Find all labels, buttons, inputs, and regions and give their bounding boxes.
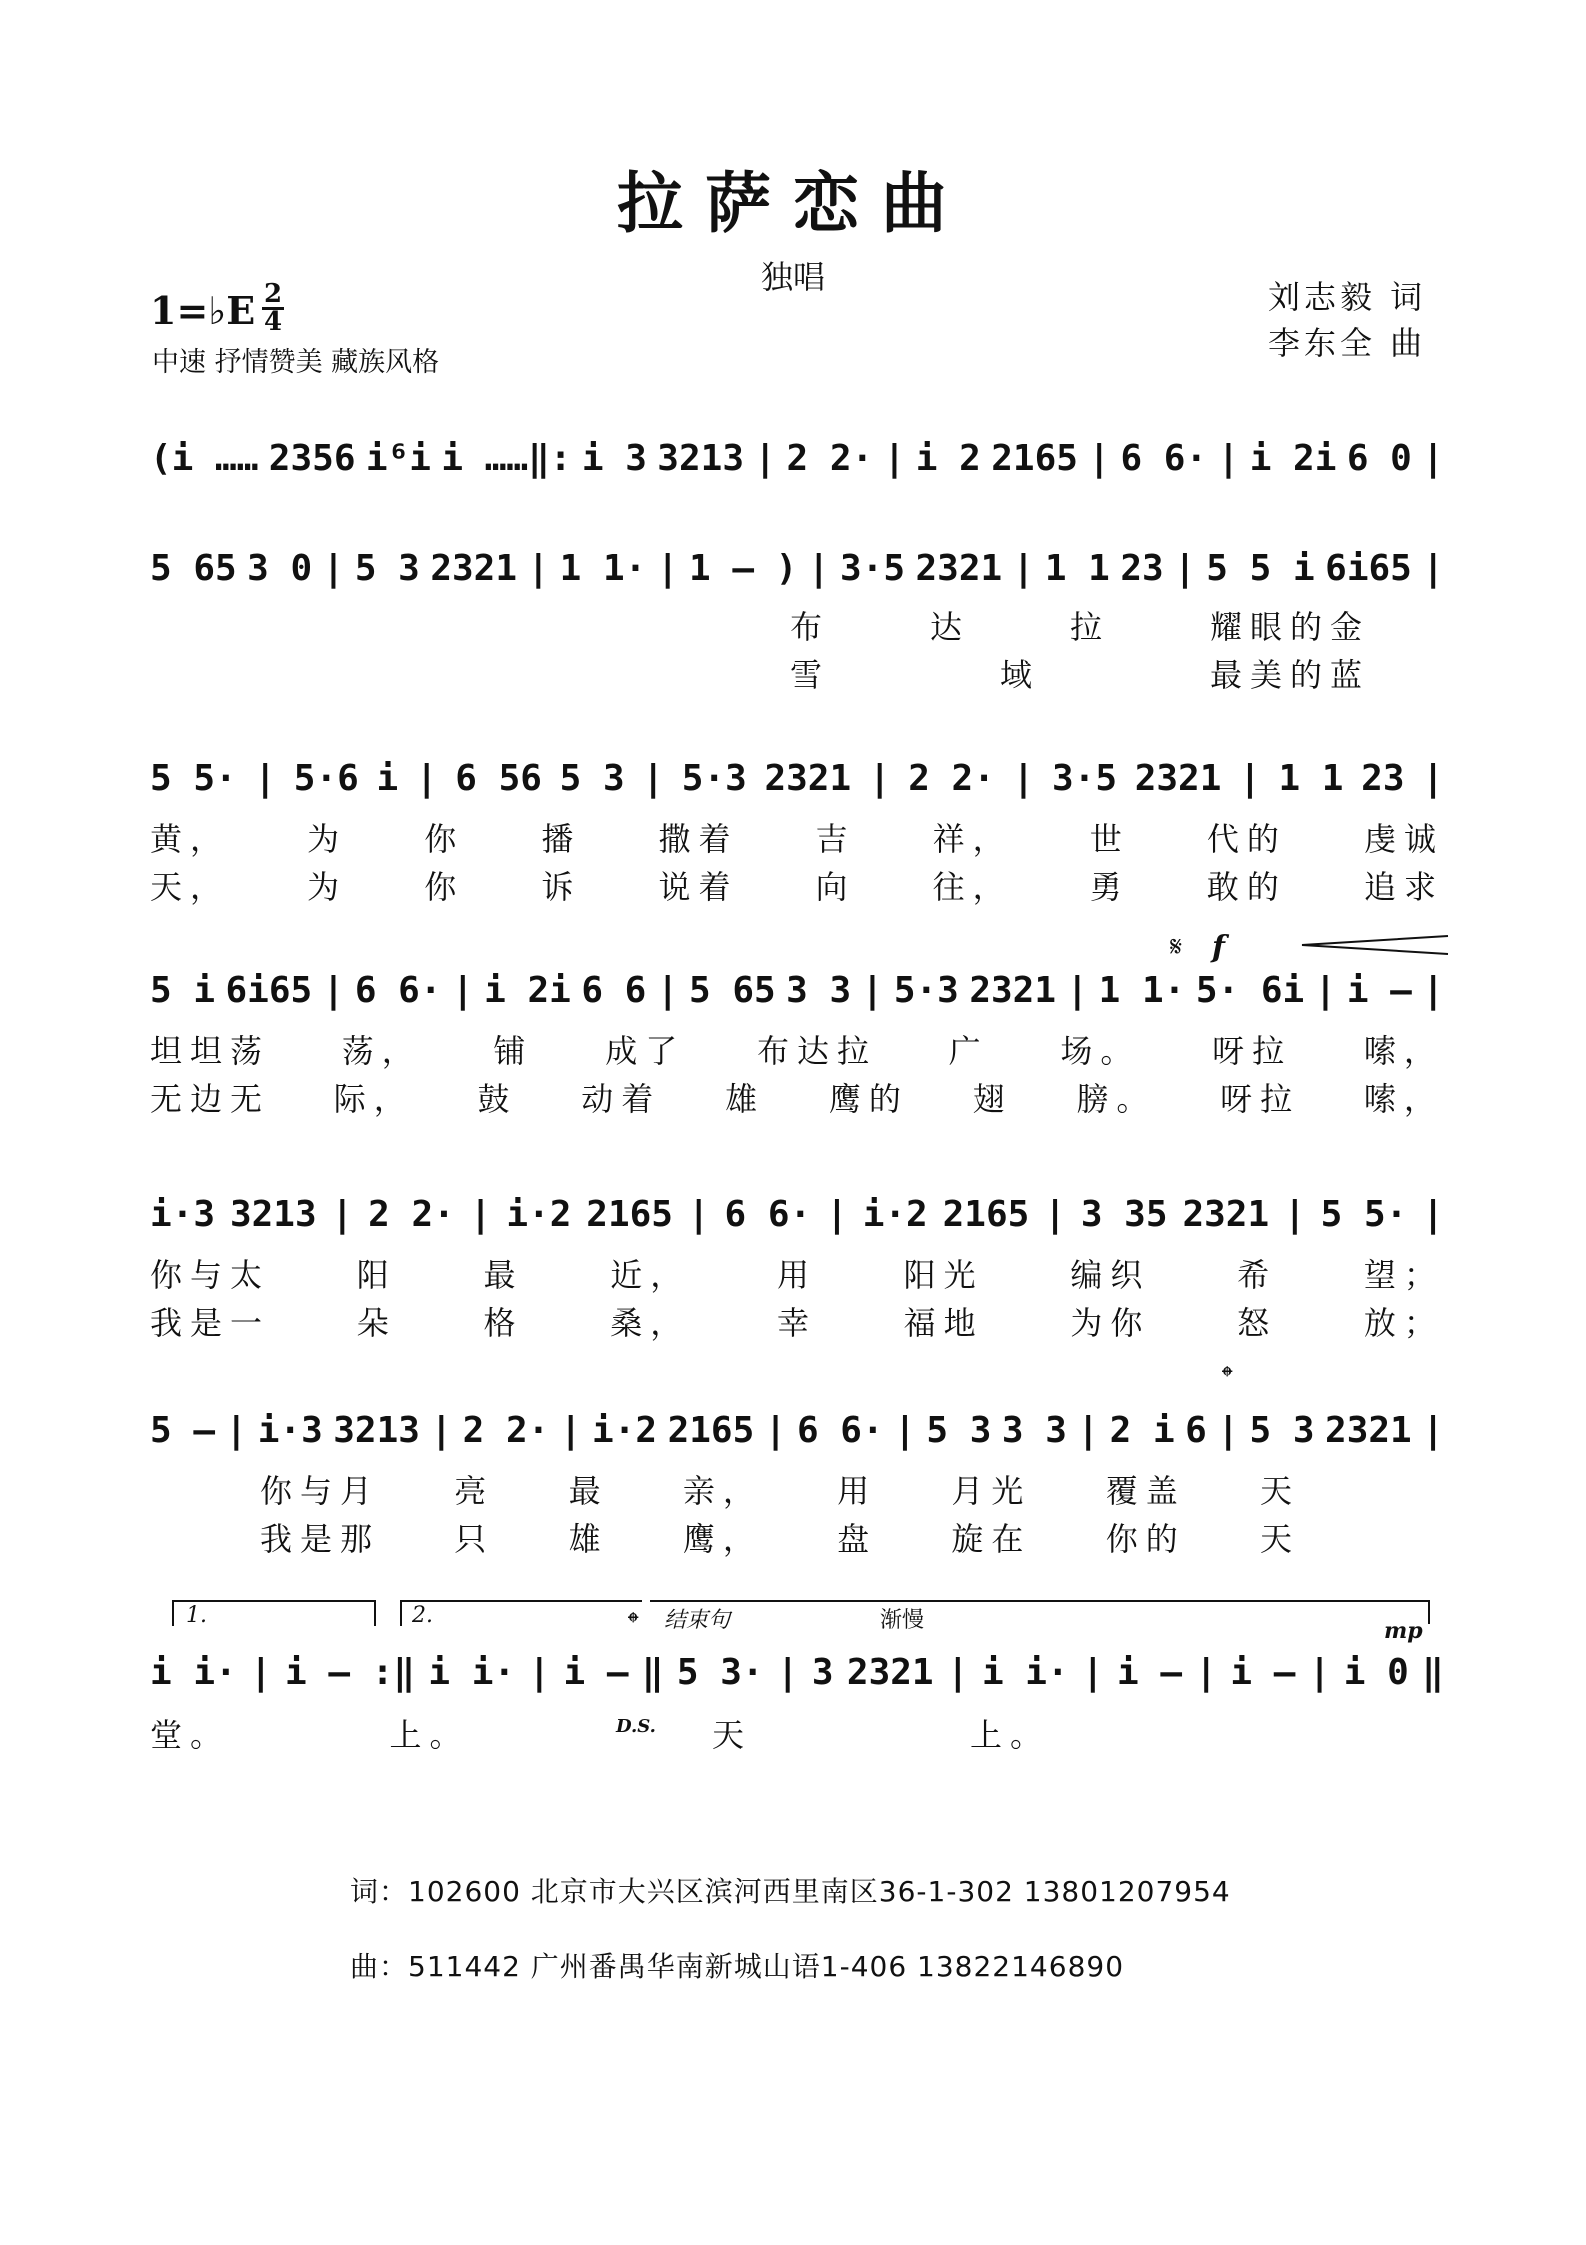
note-group: 2 2· [908,758,995,799]
note-group: 5 – [150,1410,216,1451]
note-group: 5 3 [559,758,625,799]
lyricist-address: 词：102600 北京市大兴区滨河西里南区36-1-302 13801207954 [350,1875,1231,1908]
barline: | [1077,1410,1100,1451]
note-group: 2165 [667,1410,755,1451]
note-group: 5·6 [293,758,359,799]
lyric-word: 为 [307,820,348,858]
barline: | [430,1410,453,1451]
barline: | [826,1194,848,1235]
lyric-word: 呀拉 [1220,1080,1301,1118]
lyric-word: 说着 [658,868,739,906]
note-group: 5 3· [676,1652,764,1693]
barline: | [656,548,679,589]
lyric-word: 阳光 [903,1256,984,1294]
lyric-line-7 [150,1710,1050,1756]
note-group: 2321 [846,1652,934,1693]
note-group: 1 1 [1278,758,1344,799]
barline: | [1422,1194,1444,1235]
note-group: i⁶i [365,438,431,479]
note-group: 2 i [1109,1410,1175,1451]
note-group: 5· 6i [1195,970,1305,1011]
key-signature: 1=♭E [150,288,256,333]
lyric-word: 为你 [1070,1304,1151,1342]
barline: | [946,1652,969,1693]
note-group: i·3 [257,1410,323,1451]
note-group: 3 0 [247,548,313,589]
lyric-word: 亮 [454,1472,495,1510]
lyric-word: 亲， [682,1472,763,1510]
lyric-word: 祥， [932,820,1013,858]
barline: | [642,758,665,799]
note-group: 6i65 [225,970,313,1011]
note-group: 2165 [586,1194,673,1235]
lyric-word: 播 [541,820,582,858]
lyric-word: 用 [776,1256,817,1294]
composer-credit: 李东全 曲 [1268,324,1427,362]
lyric-word: 膀。 [1076,1080,1157,1118]
note-group: i 2 [915,438,981,479]
second-ending-label: 2. [412,1603,433,1628]
note-group: 2321 [969,970,1057,1011]
ritardando-label: 渐慢 [880,1608,925,1633]
barline: | [469,1194,492,1235]
barline: | [322,548,345,589]
lyric-word: 雄 [725,1080,766,1118]
barline: | [1081,1652,1104,1693]
barline: | [1422,970,1444,1011]
note-group: 3 35 [1080,1194,1168,1235]
lyric-word: 望； [1363,1256,1444,1294]
ending-phrase-bracket [650,1600,1430,1624]
lyric-word: 你 [424,820,465,858]
barline: | [883,438,906,479]
note-group: i – [1117,1652,1183,1693]
page-title: 拉萨恋曲 [617,164,969,242]
lyric-word: 勇 [1089,868,1130,906]
note-group: (i …… [150,438,259,479]
barline: | [1422,758,1444,799]
lyric-line-5-verse-1 [150,1250,1444,1296]
barline: | [1012,758,1035,799]
coda-sign: 𝄌 [1222,1360,1233,1395]
lyric-word: 最美的蓝 [1209,656,1370,694]
lyric-line-2-verse-1 [790,602,1370,648]
note-group: 5 65 [150,548,237,589]
lyric-word: 撒着 [658,820,739,858]
note-group: 6i65 [1325,548,1412,589]
barline: | [1044,1194,1066,1235]
note-group: 2356 [268,438,356,479]
note-group: 2165 [942,1194,1030,1235]
note-group: i·2 [506,1194,572,1235]
lyricist-credit: 刘志毅 词 [1268,278,1427,316]
lyric-word: 鹰的 [828,1080,909,1118]
second-ending-bracket [400,1600,642,1626]
lyric-word: 域 [999,656,1040,694]
barline: | [1422,1410,1444,1451]
tempo-marking: 中速 抒情赞美 藏族风格 [152,347,440,378]
lyric-word: 编织 [1070,1256,1151,1294]
score-line-1 [150,438,1444,479]
lyric-word: 达 [929,608,970,646]
composer-address: 曲：511442 广州番禺华南新城山语1-406 13822146890 [350,1950,1125,1983]
barline: | [894,1410,916,1451]
barline: | [415,758,438,799]
lyric-word: 天 [712,1716,753,1754]
barline: | [527,548,550,589]
note-group: i 3 [581,438,647,479]
note-group: 1 1 [1044,548,1110,589]
note-group: i [376,758,399,799]
barline: | [559,1410,582,1451]
barline: | [656,970,679,1011]
subtitle: 独唱 [760,258,825,296]
dynamic-forte: f [1212,930,1225,965]
note-group: 5 3 [926,1410,992,1451]
lyric-word: 天 [1259,1520,1300,1558]
lyric-word: 诉 [541,868,582,906]
time-signature [262,279,284,337]
note-group: 3213 [657,438,744,479]
score-line-3 [150,758,1444,799]
note-group: 6 6 [581,970,647,1011]
lyric-word: 拉 [1069,608,1110,646]
note-group: i – [1230,1652,1296,1693]
lyric-word: 你的 [1105,1520,1186,1558]
note-group: 5 5· [1320,1194,1408,1235]
note-group: 6 6· [354,970,442,1011]
lyric-word: 福地 [903,1304,984,1342]
note-group: 3 3 [786,970,852,1011]
note-group: 6 6· [724,1194,812,1235]
lyric-word: 翅 [972,1080,1013,1118]
lyric-word: 场。 [1060,1032,1141,1070]
lyric-word: 盘 [837,1520,878,1558]
lyric-word: 成了 [605,1032,686,1070]
note-group: 6 6· [796,1410,884,1451]
lyric-word: 上。 [389,1716,470,1754]
note-group: 2165 [991,438,1078,479]
lyric-word: 希 [1237,1256,1278,1294]
barline: | [868,758,891,799]
lyric-line-2-verse-2 [790,650,1370,696]
lyric-word: 世 [1089,820,1130,858]
barline: | [1088,438,1111,479]
lyric-word: 鼓 [477,1080,518,1118]
note-group: i – [1346,970,1412,1011]
note-group: 1 – ) [688,548,798,589]
lyric-word: 放； [1363,1304,1444,1342]
lyric-word: 布 [790,608,831,646]
note-group: i ……‖: [441,438,572,479]
lyric-word: 你与太 [150,1256,271,1294]
barline: | [452,970,474,1011]
note-group: 2321 [1182,1194,1270,1235]
barline: | [1308,1652,1331,1693]
note-group: i·2 [592,1410,658,1451]
barline: | [322,970,345,1011]
lyric-line-3-verse-2 [150,862,1444,908]
note-group: 2 2· [368,1194,455,1235]
note-group: 5·3 [893,970,959,1011]
lyric-word: 旋在 [951,1520,1032,1558]
lyric-word: 鹰， [682,1520,763,1558]
barline: | [1174,548,1196,589]
barline: | [687,1194,710,1235]
lyric-word: 你 [424,868,465,906]
barline: | [1314,970,1337,1011]
dal-segno-mark: D.S. [616,1716,656,1737]
time-top: 2 [263,279,283,309]
lyric-word: 嗦， [1363,1032,1444,1070]
lyric-word: 用 [837,1472,878,1510]
lyric-word: 耀眼的金 [1209,608,1370,646]
note-group: i 2i [484,970,571,1011]
lyric-line-3-verse-1 [150,814,1444,860]
lyric-word: 你与月 [260,1472,381,1510]
lyric-word: 敢的 [1206,868,1287,906]
segno-sign: 𝄋 [1170,930,1183,963]
barline: ‖ [1422,1652,1444,1693]
lyric-word: 虔诚 [1363,820,1444,858]
note-group: i 2i [1249,438,1337,479]
lyric-word: 覆盖 [1105,1472,1186,1510]
lyric-word: 吉 [815,820,856,858]
note-group: 2321 [915,548,1003,589]
barline: | [1012,548,1035,589]
lyric-word: 堂。 [150,1716,231,1754]
note-group: 5 3 [1249,1410,1315,1451]
lyric-word: 怒 [1237,1304,1278,1342]
note-group: 2321 [1134,758,1222,799]
barline: | [1284,1194,1306,1235]
note-group: 1 1· [1098,970,1186,1011]
lyric-word: 追求 [1363,868,1444,906]
lyric-word: 黄， [150,820,231,858]
barline: | [1217,1410,1239,1451]
lyric-word: 荡， [341,1032,422,1070]
lyric-word: 铺 [493,1032,534,1070]
note-group: i – [563,1652,629,1693]
lyric-word: 格 [483,1304,524,1342]
note-group: 6 6· [1120,438,1208,479]
note-group: 6 0 [1346,438,1412,479]
barline: | [807,548,830,589]
note-group: 3·5 [1051,758,1117,799]
lyric-word: 最 [568,1472,609,1510]
note-group: 2321 [764,758,852,799]
lyric-word: 际， [333,1080,414,1118]
note-group: i·2 [862,1194,928,1235]
ending-phrase-label: 结束句 [664,1608,731,1633]
barline: | [764,1410,787,1451]
lyric-word: 我是一 [150,1304,271,1342]
dynamic-mezzo-piano: mp [1384,1618,1423,1644]
lyric-line-4-verse-2 [150,1074,1444,1120]
lyric-word: 幸 [776,1304,817,1342]
barline: | [250,1652,272,1693]
lyric-line-6-verse-2 [260,1514,1300,1560]
coda-sign-2: 𝄌 [628,1606,639,1641]
note-group: 23 [1361,758,1405,799]
lyric-word: 嗦， [1363,1080,1444,1118]
lyric-word: 桑， [610,1304,691,1342]
note-group: 2321 [430,548,518,589]
score-line-6 [150,1410,1444,1451]
lyric-word: 朵 [356,1304,397,1342]
note-group: 2321 [1325,1410,1412,1451]
barline: | [528,1652,551,1693]
lyric-word: 代的 [1206,820,1287,858]
note-group: i i· [150,1652,237,1693]
note-group: 23 [1120,548,1164,589]
barline: | [1066,970,1089,1011]
barline: | [1195,1652,1218,1693]
lyric-line-6-verse-1 [260,1466,1300,1512]
score-line-5 [150,1194,1444,1235]
note-group: i i· [981,1652,1069,1693]
note-group: 3 [811,1652,834,1693]
crescendo-hairpin [1300,934,1450,956]
lyric-word: 阳 [356,1256,397,1294]
lyric-word: 向 [815,868,856,906]
barline: | [1239,758,1261,799]
lyric-word: 天 [1259,1472,1300,1510]
lyric-word: 近， [610,1256,691,1294]
lyric-word: 布达拉 [756,1032,877,1070]
lyric-word: 坦坦荡 [150,1032,271,1070]
lyric-word: 呀拉 [1212,1032,1293,1070]
barline: | [1422,438,1444,479]
lyric-word: 我是那 [260,1520,381,1558]
lyric-word: 为 [307,868,348,906]
note-group: 3213 [229,1194,317,1235]
barline: | [225,1410,248,1451]
lyric-word: 雄 [568,1520,609,1558]
lyric-line-4-verse-1 [150,1026,1444,1072]
note-group: 6 56 [455,758,542,799]
barline: ‖ [641,1652,664,1693]
score-line-7 [150,1652,1444,1693]
note-group: 2 2· [462,1410,550,1451]
barline: | [331,1194,354,1235]
lyric-word: 最 [483,1256,524,1294]
note-group: 5 i [150,970,216,1011]
note-group: i – :‖ [285,1652,416,1693]
lyric-word: 只 [454,1520,495,1558]
lyric-word: 雪 [790,656,831,694]
lyric-word: 往， [932,868,1013,906]
note-group: i i· [428,1652,516,1693]
lyric-word: 动着 [581,1080,662,1118]
lyric-word: 广 [948,1032,989,1070]
note-group: 5 5· [150,758,237,799]
note-group: 6 [1185,1410,1207,1451]
note-group: 1 1· [559,548,647,589]
lyric-word: 月光 [951,1472,1032,1510]
barline: | [1217,438,1240,479]
note-group: 3213 [333,1410,420,1451]
lyric-word: 无边无 [150,1080,271,1118]
note-group: 3·5 [839,548,906,589]
lyric-line-5-verse-2 [150,1298,1444,1344]
lyric-word: 天， [150,868,231,906]
note-group: i·3 [150,1194,216,1235]
barline: | [861,970,884,1011]
barline: | [254,758,277,799]
note-group: 5 65 [688,970,776,1011]
note-group: 3 3 [1001,1410,1067,1451]
barline: | [776,1652,799,1693]
time-bottom: 4 [263,307,283,337]
note-group: 2 2· [786,438,874,479]
note-group: i 0 [1343,1652,1409,1693]
score-line-2 [150,548,1444,589]
barline: | [754,438,777,479]
lyric-word: 上。 [969,1716,1050,1754]
barline: | [1422,548,1444,589]
note-group: 5 5 i [1206,548,1315,589]
note-group: 5·3 [681,758,747,799]
score-line-4 [150,970,1444,1011]
first-ending-label: 1. [186,1603,207,1628]
note-group: 5 3 [354,548,420,589]
